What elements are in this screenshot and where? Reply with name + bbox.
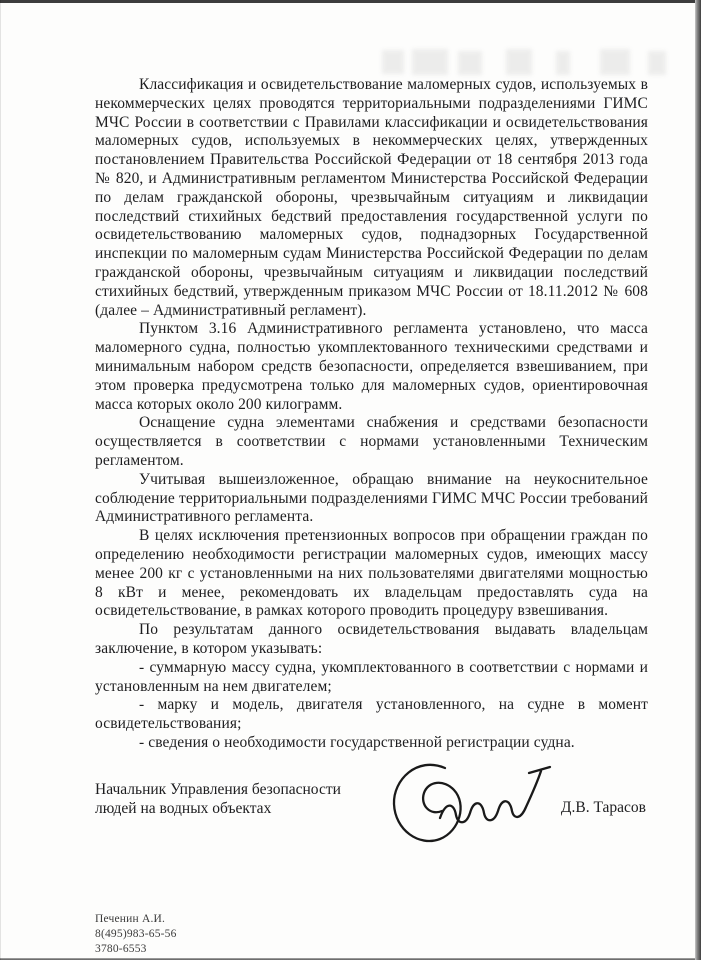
text-line: Административного регламента. xyxy=(95,508,314,526)
signer-position-line: Начальник Управления безопасности xyxy=(95,780,341,798)
text-line: осуществляется в соответствии с нормами установленными Техническим xyxy=(95,433,648,451)
paragraph xyxy=(95,320,648,414)
text-line: по делам гражданской обороны, чрезвычайным ситуациям и ликвидации xyxy=(95,188,648,206)
text-line: инспекции по маломерным судам Министерства Российской Федерации по делам xyxy=(95,245,648,263)
signer-position xyxy=(95,780,405,818)
text-line: постановлением Правительства Российской Федерации от 18 сентября 2013 года xyxy=(95,151,648,169)
bleed-through-artifact xyxy=(506,49,532,75)
executor-phone: 8(495)983-65-56 xyxy=(95,927,177,940)
text-line: минимальным набором средств безопасности, определяется взвешиванием, при xyxy=(95,357,648,375)
signature-block xyxy=(95,780,648,875)
bleed-through-artifact xyxy=(382,50,404,74)
document-body xyxy=(95,76,648,753)
text-line: Оснащение судна элементами снабжения и средствами безопасности xyxy=(139,414,648,432)
text-line: маломерного судна, полностью укомплектованного техническими средствами и xyxy=(95,339,648,357)
text-line: Пунктом 3.16 Административного регламента установлено, что масса xyxy=(139,320,648,338)
executor-footer xyxy=(95,912,648,957)
text-line: По результатам данного освидетельствования выдавать владельцам xyxy=(139,621,648,639)
text-line: заключение, в котором указывать: xyxy=(95,639,323,657)
text-line: освидетельствование, в рамках которого проводить процедуру взвешивания. xyxy=(95,602,609,620)
text-line: 8 кВт и менее, рекомендовать их владельцам предоставлять суда на xyxy=(95,583,648,601)
scan-border-left xyxy=(0,0,1,960)
text-line: регламентом. xyxy=(95,451,184,469)
text-line: (далее – Административный регламент). xyxy=(95,301,367,319)
text-line: стихийных бедствий, утвержденным приказом МЧС России от 18.11.2012 № 608 xyxy=(95,282,648,300)
scan-border-top xyxy=(0,0,701,3)
text-line: соблюдение территориальными подразделениями ГИМС МЧС России требований xyxy=(95,489,648,507)
signer-position-line: людей на водных объектах xyxy=(95,799,272,817)
paragraph xyxy=(95,527,648,621)
scan-border-right xyxy=(695,0,701,960)
bleed-through-artifact xyxy=(412,49,448,75)
text-line: установленным на нем двигателем; xyxy=(95,677,332,695)
text-line: последствий стихийных бедствий предоставления государственной услуги по xyxy=(95,207,648,225)
paragraph xyxy=(95,734,648,753)
text-line: - марку и модель, двигателя установленного, на судне в момент xyxy=(139,696,648,714)
signer-name: Д.В. Тарасов xyxy=(560,798,646,816)
text-line: масса которых около 200 килограмм. xyxy=(95,395,343,413)
bleed-through-artifact xyxy=(556,51,570,75)
paragraph xyxy=(95,621,648,659)
bleed-through-artifact xyxy=(648,51,666,75)
text-line: этом проверка предусмотрена только для маломерных судов, ориентировочная xyxy=(95,376,648,394)
text-line: освидетельствованию маломерных судов, поднадзорных Государственной xyxy=(95,226,648,244)
text-line: менее 200 кг с установленными на них пользователями двигателями мощностью xyxy=(95,564,648,582)
paragraph xyxy=(95,696,648,734)
text-line: - сведения о необходимости государственной регистрации судна. xyxy=(139,733,575,751)
text-line: освидетельствования; xyxy=(95,715,242,733)
handwritten-signature xyxy=(383,754,558,854)
text-line: Классификация и освидетельствование маломерных судов, используемых в xyxy=(139,76,648,93)
text-line: гражданской обороны, чрезвычайным ситуациям и ликвидации последствий xyxy=(95,263,648,281)
text-line: определению необходимости регистрации маломерных судов, имеющих массу xyxy=(95,545,648,563)
paragraph xyxy=(95,414,648,470)
paragraph xyxy=(95,471,648,527)
letter-content xyxy=(95,76,648,957)
executor-name: Печенин А.И. xyxy=(95,912,166,925)
text-line: маломерных судов, используемых в некоммерческих целях, утвержденных xyxy=(95,132,648,150)
bleed-through-artifact xyxy=(600,49,630,75)
text-line: В целях исключения претензионных вопросов при обращении граждан по xyxy=(139,527,648,545)
executor-extension: 3780-6553 xyxy=(95,942,147,955)
text-line: Учитывая вышеизложенное, обращаю внимание на неукоснительное xyxy=(139,470,648,488)
paragraph xyxy=(95,76,648,320)
text-line: - суммарную массу судна, укомплектованного в соответствии с нормами и xyxy=(139,658,648,676)
bleed-through-artifact xyxy=(458,51,482,75)
text-line: МЧС России в соответствии с Правилами классификации и освидетельствования xyxy=(95,113,648,131)
paragraph xyxy=(95,659,648,697)
text-line: № 820, и Административным регламентом Министерства Российской Федерации xyxy=(95,169,648,187)
text-line: некоммерческих целях проводятся территориальными подразделениями ГИМС xyxy=(95,94,648,112)
